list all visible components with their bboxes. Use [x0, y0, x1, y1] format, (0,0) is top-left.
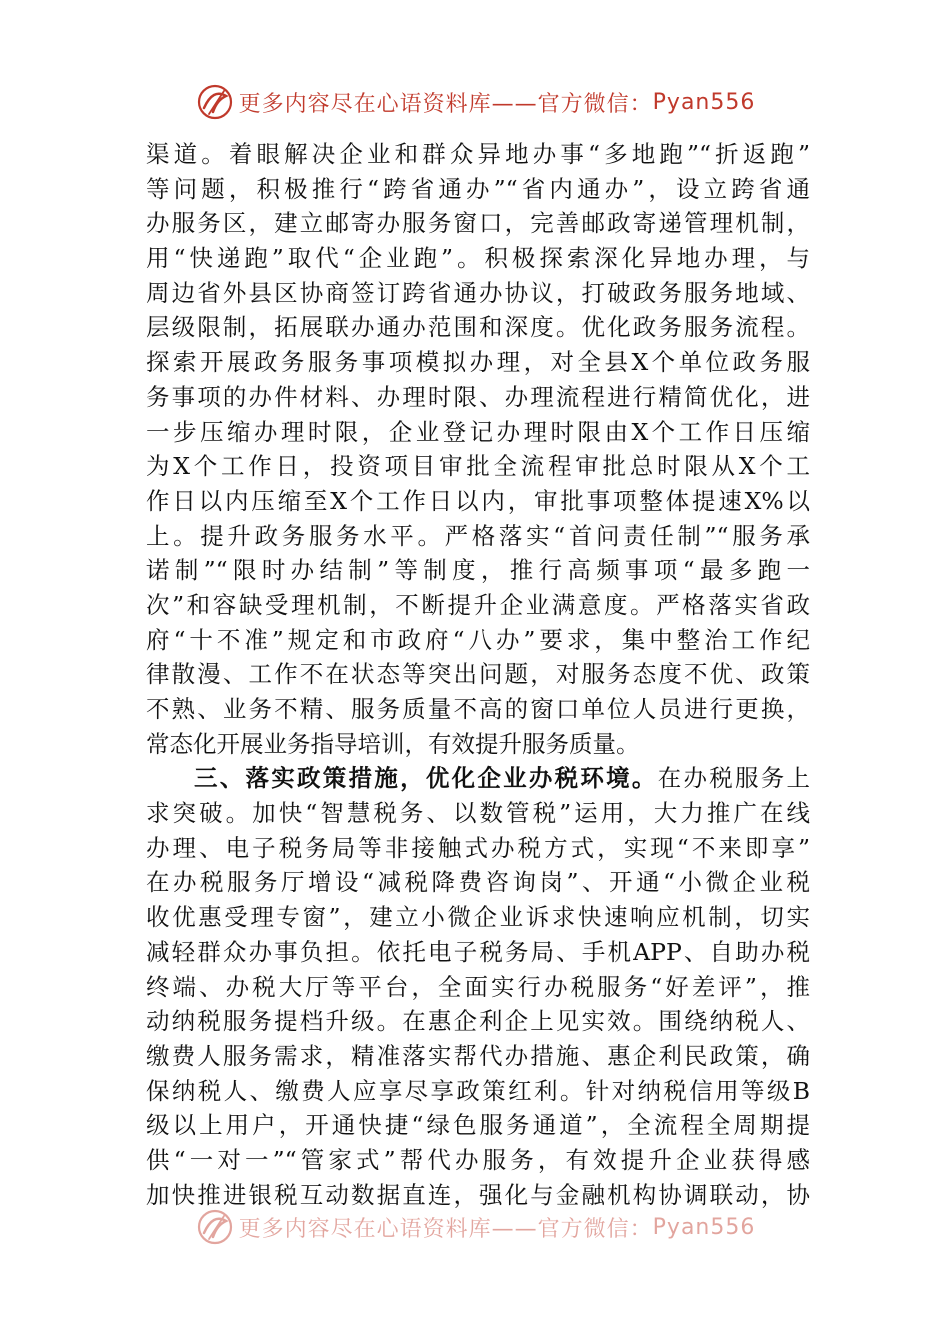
- text-line: 作日以内压缩至X个工作日以内，审批事项整体提速X%以: [146, 486, 810, 515]
- text-line: 动纳税服务提档升级。在惠企利企上见实效。围绕纳税人、: [146, 1007, 810, 1036]
- text-line: 办服务区，建立邮寄办服务窗口，完善邮政寄递管理机制，: [146, 209, 810, 238]
- section-3-first-line-tail: 在办税服务上: [657, 764, 810, 793]
- text-line: 在办税服务厅增设“减税降费咨询岗”、开通“小微企业税: [146, 868, 810, 897]
- document-body: [146, 137, 810, 1212]
- watermark-text: 更多内容尽在心语资料库——官方微信：: [238, 91, 653, 117]
- text-line: 办理、电子税务局等非接触式办税方式，实现“不来即享”: [146, 833, 810, 862]
- text-line: 求突破。加快“智慧税务、以数管税”运用，大力推广在线: [146, 799, 810, 828]
- text-line: 上。提升政务服务水平。严格落实“首问责任制”“服务承: [146, 521, 810, 550]
- text-line: 级以上用户，开通快捷“绿色服务通道”，全流程全周期提: [146, 1111, 810, 1140]
- text-line: 等问题，积极推行“跨省通办”“省内通办”，设立跨省通: [146, 174, 810, 203]
- text-line: 次”和容缺受理机制，不断提升企业满意度。严格落实省政: [146, 590, 810, 619]
- text-line: 收优惠受理专窗”，建立小微企业诉求快速响应机制，切实: [146, 903, 810, 932]
- text-line: 务事项的办件材料、办理时限、办理流程进行精简优化，进: [146, 382, 810, 411]
- text-line: 层级限制，拓展联办通办范围和深度。优化政务服务流程。: [146, 313, 810, 342]
- section-3-heading: 三、落实政策措施，优化企业办税环境。: [194, 764, 658, 793]
- text-line: 周边省外县区协商签订跨省通办协议，打破政务服务地域、: [146, 278, 810, 307]
- text-line: 缴费人服务需求，精准落实帮代办措施、惠企利民政策，确: [146, 1041, 810, 1070]
- watermark-account: Pyan556: [652, 89, 756, 115]
- text-line: 保纳税人、缴费人应享尽享政策红利。针对纳税信用等级B: [146, 1076, 810, 1105]
- text-line: 减轻群众办事负担。依托电子税务局、手机APP、自助办税: [146, 937, 810, 966]
- seal-logo-icon: [195, 82, 235, 122]
- text-line: 加快推进银税互动数据直连，强化与金融机构协调联动，协: [146, 1180, 810, 1209]
- text-line: 为X个工作日，投资项目审批全流程审批总时限从X个工: [146, 452, 810, 481]
- text-line: 府“十不准”规定和市政府“八办”要求，集中整治工作纪: [146, 625, 810, 654]
- watermark-header: [0, 80, 950, 124]
- section-3-first-line: [146, 761, 810, 796]
- text-line: 不熟、业务不精、服务质量不高的窗口单位人员进行更换，: [146, 695, 810, 723]
- watermark-footer: [0, 1205, 950, 1249]
- text-line: 供“一对一”“管家式”帮代办服务，有效提升企业获得感: [146, 1145, 810, 1174]
- text-line: 终端、办税大厅等平台，全面实行办税服务“好差评”，推: [146, 972, 810, 1001]
- text-line: 一步压缩办理时限，企业登记办理时限由X个工作日压缩: [146, 417, 810, 446]
- seal-logo-icon: [195, 1207, 235, 1247]
- text-line: 探索开展政务服务事项模拟办理，对全县X个单位政务服: [146, 348, 810, 377]
- text-line: 渠道。着眼解决企业和群众异地办事“多地跑”“折返跑”: [146, 140, 810, 168]
- watermark-account: Pyan556: [652, 1214, 756, 1240]
- text-line: 诺制”“限时办结制”等制度，推行高频事项“最多跑一: [146, 556, 810, 585]
- watermark-text: 更多内容尽在心语资料库——官方微信：: [238, 1216, 653, 1242]
- text-line: 律散漫、工作不在状态等突出问题，对服务态度不优、政策: [146, 660, 810, 689]
- text-line: 常态化开展业务指导培训，有效提升服务质量。: [146, 729, 640, 758]
- text-line: 用“快递跑”取代“企业跑”。积极探索深化异地办理，与: [146, 244, 810, 273]
